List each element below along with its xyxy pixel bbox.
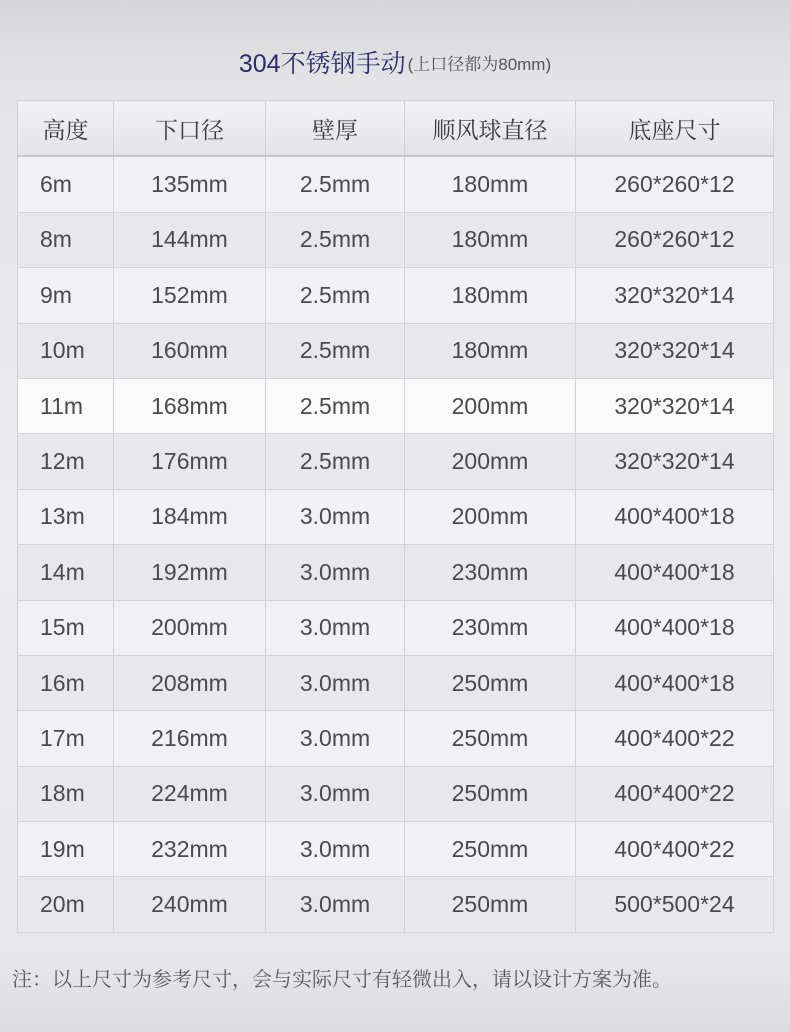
wind-ball-diameter-cell: 230mm <box>405 600 576 655</box>
base-size-cell: 400*400*22 <box>576 822 774 877</box>
table-row <box>18 323 774 378</box>
wind-ball-diameter-cell: 230mm <box>405 545 576 600</box>
wall-thickness-cell: 2.5mm <box>266 156 405 212</box>
table-row <box>18 877 774 932</box>
base-size-cell: 320*320*14 <box>576 434 774 489</box>
table-row <box>18 766 774 821</box>
spec-table-header <box>18 101 774 157</box>
wall-thickness-cell: 2.5mm <box>266 212 405 267</box>
height-cell: 6m <box>18 156 114 212</box>
table-row <box>18 378 774 433</box>
base-size-cell: 320*320*14 <box>576 378 774 433</box>
footnote: 注：以上尺寸为参考尺寸，会与实际尺寸有轻微出入，请以设计方案为准。 <box>12 969 672 991</box>
wall-thickness-cell: 3.0mm <box>266 711 405 766</box>
height-cell: 19m <box>18 822 114 877</box>
height-cell: 13m <box>18 489 114 544</box>
height-cell: 12m <box>18 434 114 489</box>
page-title <box>0 44 790 80</box>
header-bottom-diameter: 下口径 <box>114 101 266 157</box>
bottom-diameter-cell: 208mm <box>114 655 266 710</box>
bottom-diameter-cell: 176mm <box>114 434 266 489</box>
height-cell: 15m <box>18 600 114 655</box>
wall-thickness-cell: 3.0mm <box>266 489 405 544</box>
height-cell: 14m <box>18 545 114 600</box>
wall-thickness-cell: 2.5mm <box>266 323 405 378</box>
bottom-diameter-cell: 160mm <box>114 323 266 378</box>
table-row <box>18 711 774 766</box>
wall-thickness-cell: 3.0mm <box>266 600 405 655</box>
table-row <box>18 600 774 655</box>
table-row <box>18 434 774 489</box>
base-size-cell: 260*260*12 <box>576 212 774 267</box>
bottom-diameter-cell: 192mm <box>114 545 266 600</box>
wind-ball-diameter-cell: 180mm <box>405 268 576 323</box>
header-row <box>18 101 774 157</box>
wind-ball-diameter-cell: 200mm <box>405 378 576 433</box>
wind-ball-diameter-cell: 250mm <box>405 655 576 710</box>
base-size-cell: 500*500*24 <box>576 877 774 932</box>
height-cell: 9m <box>18 268 114 323</box>
header-wall-thickness: 壁厚 <box>266 101 405 157</box>
wind-ball-diameter-cell: 250mm <box>405 822 576 877</box>
wind-ball-diameter-cell: 200mm <box>405 434 576 489</box>
height-cell: 10m <box>18 323 114 378</box>
header-height: 高度 <box>18 101 114 157</box>
table-row <box>18 489 774 544</box>
bottom-diameter-cell: 168mm <box>114 378 266 433</box>
wind-ball-diameter-cell: 250mm <box>405 766 576 821</box>
wall-thickness-cell: 3.0mm <box>266 877 405 932</box>
wind-ball-diameter-cell: 250mm <box>405 877 576 932</box>
wind-ball-diameter-cell: 180mm <box>405 323 576 378</box>
base-size-cell: 400*400*18 <box>576 600 774 655</box>
base-size-cell: 260*260*12 <box>576 156 774 212</box>
header-base-size: 底座尺寸 <box>576 101 774 157</box>
wall-thickness-cell: 3.0mm <box>266 655 405 710</box>
base-size-cell: 400*400*18 <box>576 655 774 710</box>
title-subtitle: (上口径都为80mm) <box>407 54 552 74</box>
title-main: 304不锈钢手动 <box>238 50 406 78</box>
wind-ball-diameter-cell: 200mm <box>405 489 576 544</box>
wind-ball-diameter-cell: 180mm <box>405 156 576 212</box>
wind-ball-diameter-cell: 180mm <box>405 212 576 267</box>
wind-ball-diameter-cell: 250mm <box>405 711 576 766</box>
table-row <box>18 545 774 600</box>
wall-thickness-cell: 3.0mm <box>266 766 405 821</box>
wall-thickness-cell: 2.5mm <box>266 378 405 433</box>
bottom-diameter-cell: 232mm <box>114 822 266 877</box>
bottom-diameter-cell: 144mm <box>114 212 266 267</box>
height-cell: 17m <box>18 711 114 766</box>
height-cell: 8m <box>18 212 114 267</box>
base-size-cell: 400*400*18 <box>576 489 774 544</box>
wall-thickness-cell: 3.0mm <box>266 822 405 877</box>
spec-table <box>17 100 774 933</box>
table-row <box>18 822 774 877</box>
header-wind-ball-diameter: 顺风球直径 <box>405 101 576 157</box>
bottom-diameter-cell: 184mm <box>114 489 266 544</box>
height-cell: 16m <box>18 655 114 710</box>
bottom-diameter-cell: 152mm <box>114 268 266 323</box>
height-cell: 18m <box>18 766 114 821</box>
table-row <box>18 268 774 323</box>
bottom-diameter-cell: 135mm <box>114 156 266 212</box>
table-row <box>18 212 774 267</box>
bottom-diameter-cell: 200mm <box>114 600 266 655</box>
height-cell: 20m <box>18 877 114 932</box>
spec-table-body <box>18 156 774 932</box>
table-row <box>18 655 774 710</box>
base-size-cell: 400*400*18 <box>576 545 774 600</box>
table-row <box>18 156 774 212</box>
base-size-cell: 400*400*22 <box>576 766 774 821</box>
bottom-diameter-cell: 240mm <box>114 877 266 932</box>
wall-thickness-cell: 3.0mm <box>266 545 405 600</box>
wall-thickness-cell: 2.5mm <box>266 268 405 323</box>
bottom-diameter-cell: 216mm <box>114 711 266 766</box>
base-size-cell: 320*320*14 <box>576 268 774 323</box>
height-cell: 11m <box>18 378 114 433</box>
base-size-cell: 320*320*14 <box>576 323 774 378</box>
base-size-cell: 400*400*22 <box>576 711 774 766</box>
wall-thickness-cell: 2.5mm <box>266 434 405 489</box>
bottom-diameter-cell: 224mm <box>114 766 266 821</box>
